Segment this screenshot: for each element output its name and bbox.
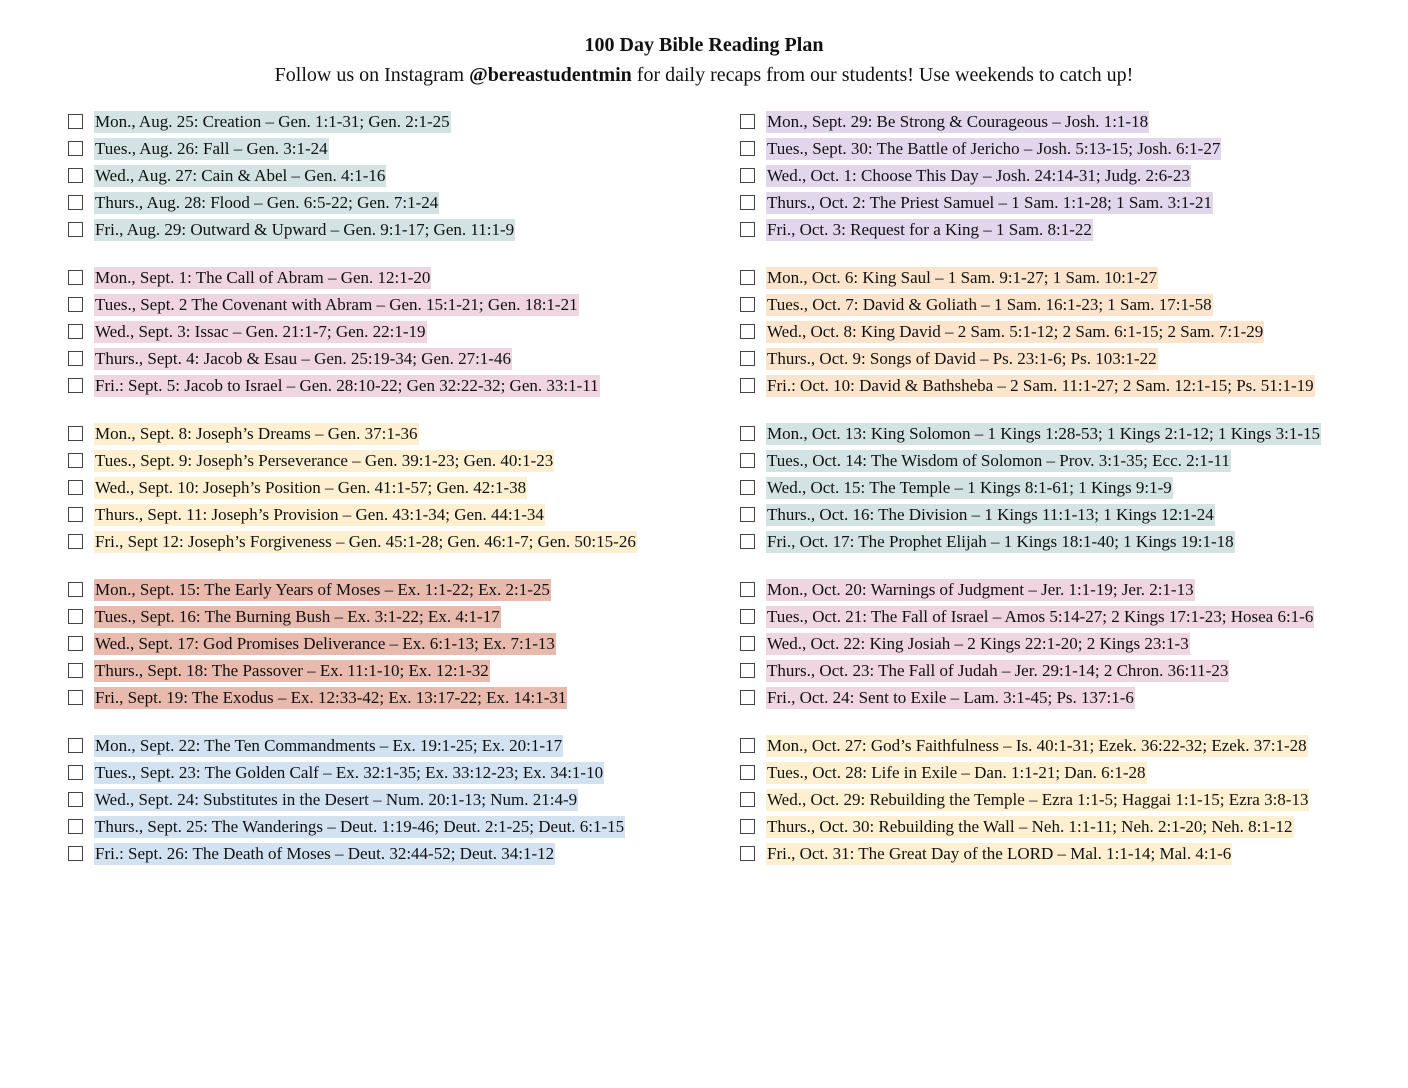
reading-day-label: Tues., Oct. 21: The Fall of Israel – Amos 5:14-27; 2 Kings 17:1-23; Hosea 6:1-6 [767, 607, 1314, 626]
reading-day-label: Wed., Sept. 3: Issac – Gen. 21:1-7; Gen. 22:1-19 [95, 322, 426, 341]
reading-day-label: Thurs., Oct. 2: The Priest Samuel – 1 Sam. 1:1-28; 1 Sam. 3:1-21 [767, 193, 1212, 212]
reading-day-text [94, 788, 578, 812]
reading-day-text [94, 686, 567, 710]
reading-day-item [736, 605, 1386, 629]
reading-day-label: Mon., Aug. 25: Creation – Gen. 1:1-31; Gen. 2:1-25 [95, 112, 450, 131]
checkbox-icon[interactable] [740, 609, 755, 624]
reading-day-label: Mon., Oct. 27: God’s Faithfulness – Is. 40:1-31; Ezek. 36:22-32; Ezek. 37:1-28 [767, 736, 1307, 755]
reading-day-text [766, 110, 1149, 134]
checkbox-icon[interactable] [68, 453, 83, 468]
reading-day-text [766, 578, 1195, 602]
reading-day-label: Wed., Sept. 17: God Promises Deliverance – Ex. 6:1-13; Ex. 7:1-13 [95, 634, 555, 653]
reading-day-item [736, 788, 1386, 812]
reading-day-item [736, 578, 1386, 602]
checkbox-icon[interactable] [68, 663, 83, 678]
reading-day-text [94, 293, 579, 317]
reading-week-group [736, 110, 1386, 242]
checkbox-icon[interactable] [68, 141, 83, 156]
reading-day-text [766, 266, 1158, 290]
reading-week-group [64, 734, 704, 866]
reading-day-text [766, 320, 1264, 344]
reading-day-item [736, 815, 1386, 839]
reading-day-item [736, 218, 1386, 242]
reading-day-item [64, 842, 704, 866]
reading-day-text [766, 191, 1213, 215]
checkbox-icon[interactable] [68, 792, 83, 807]
reading-day-label: Thurs., Oct. 23: The Fall of Judah – Jer. 29:1-14; 2 Chron. 36:11-23 [767, 661, 1229, 680]
reading-day-text [94, 266, 431, 290]
checkbox-icon[interactable] [740, 351, 755, 366]
checkbox-icon[interactable] [68, 609, 83, 624]
reading-day-label: Mon., Sept. 29: Be Strong & Courageous – Josh. 1:1-18 [767, 112, 1149, 131]
reading-day-item [64, 293, 704, 317]
reading-day-item [736, 266, 1386, 290]
checkbox-icon[interactable] [740, 378, 755, 393]
reading-day-text [766, 734, 1308, 758]
reading-day-label: Thurs., Oct. 30: Rebuilding the Wall – Neh. 1:1-11; Neh. 2:1-20; Neh. 8:1-12 [767, 817, 1293, 836]
page-header [0, 30, 1408, 90]
reading-day-text [766, 503, 1215, 527]
reading-day-text [766, 422, 1321, 446]
reading-day-label: Fri.: Oct. 10: David & Bathsheba – 2 Sam. 11:1-27; 2 Sam. 12:1-15; Ps. 51:1-19 [767, 376, 1314, 395]
reading-day-text [766, 530, 1235, 554]
reading-day-item [64, 476, 704, 500]
page-subtitle [0, 60, 1408, 90]
reading-day-label: Fri.: Sept. 26: The Death of Moses – Deut. 32:44-52; Deut. 34:1-12 [95, 844, 555, 863]
reading-day-label: Tues., Sept. 2 The Covenant with Abram – Gen. 15:1-21; Gen. 18:1-21 [95, 295, 578, 314]
reading-day-text [94, 137, 329, 161]
reading-day-item [64, 503, 704, 527]
reading-day-label: Thurs., Oct. 9: Songs of David – Ps. 23:1-6; Ps. 103:1-22 [767, 349, 1157, 368]
reading-day-text [94, 320, 427, 344]
reading-day-label: Thurs., Aug. 28: Flood – Gen. 6:5-22; Gen. 7:1-24 [95, 193, 439, 212]
reading-day-item [64, 374, 704, 398]
checkbox-icon[interactable] [68, 690, 83, 705]
reading-day-text [94, 374, 600, 398]
reading-day-item [736, 110, 1386, 134]
reading-day-item [736, 293, 1386, 317]
subtitle-text-before: Follow us on Instagram [274, 64, 470, 86]
reading-day-text [766, 842, 1232, 866]
reading-day-label: Mon., Oct. 6: King Saul – 1 Sam. 9:1-27; 1 Sam. 10:1-27 [767, 268, 1158, 287]
reading-day-label: Mon., Sept. 22: The Ten Commandments – Ex. 19:1-25; Ex. 20:1-17 [95, 736, 563, 755]
reading-day-item [64, 632, 704, 656]
reading-day-item [736, 476, 1386, 500]
reading-day-item [64, 422, 704, 446]
reading-day-text [766, 293, 1213, 317]
reading-day-text [766, 761, 1147, 785]
reading-day-item [736, 761, 1386, 785]
reading-day-label: Wed., Oct. 15: The Temple – 1 Kings 8:1-61; 1 Kings 9:1-9 [767, 478, 1172, 497]
reading-day-text [766, 605, 1314, 629]
checkbox-icon[interactable] [68, 378, 83, 393]
reading-day-item [64, 320, 704, 344]
checkbox-icon[interactable] [740, 534, 755, 549]
reading-day-text [766, 686, 1135, 710]
reading-day-text [766, 347, 1158, 371]
reading-day-item [64, 530, 704, 554]
reading-day-text [766, 632, 1190, 656]
reading-week-group [736, 734, 1386, 866]
reading-day-label: Tues., Sept. 9: Joseph’s Perseverance – Gen. 39:1-23; Gen. 40:1-23 [95, 451, 554, 470]
checkbox-icon[interactable] [68, 534, 83, 549]
checkbox-icon[interactable] [740, 819, 755, 834]
reading-day-label: Wed., Sept. 24: Substitutes in the Desert – Num. 20:1-13; Num. 21:4-9 [95, 790, 578, 809]
reading-day-item [64, 815, 704, 839]
reading-day-item [736, 734, 1386, 758]
reading-day-item [64, 347, 704, 371]
reading-day-item [736, 347, 1386, 371]
reading-day-text [766, 788, 1309, 812]
reading-day-label: Wed., Aug. 27: Cain & Abel – Gen. 4:1-16 [95, 166, 386, 185]
checkbox-icon[interactable] [740, 222, 755, 237]
checkbox-icon[interactable] [68, 507, 83, 522]
subtitle-text-after: for daily recaps from our students! Use weekends to catch up! [631, 64, 1134, 86]
checkbox-icon[interactable] [68, 324, 83, 339]
reading-day-label: Thurs., Oct. 16: The Division – 1 Kings 11:1-13; 1 Kings 12:1-24 [767, 505, 1214, 524]
checkbox-icon[interactable] [68, 480, 83, 495]
reading-day-text [94, 842, 555, 866]
reading-day-text [766, 659, 1229, 683]
reading-week-group [64, 422, 704, 554]
reading-day-item [64, 191, 704, 215]
reading-day-label: Fri., Oct. 3: Request for a King – 1 Sam. 8:1-22 [767, 220, 1092, 239]
reading-day-label: Tues., Oct. 14: The Wisdom of Solomon – Prov. 3:1-35; Ecc. 2:1-11 [767, 451, 1230, 470]
reading-day-label: Fri., Aug. 29: Outward & Upward – Gen. 9:1-17; Gen. 11:1-9 [95, 220, 515, 239]
reading-day-item [64, 578, 704, 602]
reading-day-text [94, 110, 451, 134]
reading-day-item [64, 788, 704, 812]
reading-week-group [736, 578, 1386, 710]
reading-day-label: Thurs., Sept. 4: Jacob & Esau – Gen. 25:19-34; Gen. 27:1-46 [95, 349, 511, 368]
checkbox-icon[interactable] [68, 222, 83, 237]
reading-day-text [766, 137, 1221, 161]
reading-day-label: Fri., Oct. 17: The Prophet Elijah – 1 Kings 18:1-40; 1 Kings 19:1-18 [767, 532, 1234, 551]
reading-day-text [94, 476, 527, 500]
reading-day-item [736, 422, 1386, 446]
checkbox-icon[interactable] [68, 582, 83, 597]
reading-day-item [736, 191, 1386, 215]
reading-day-text [94, 164, 386, 188]
reading-day-label: Tues., Sept. 23: The Golden Calf – Ex. 32:1-35; Ex. 33:12-23; Ex. 34:1-10 [95, 763, 604, 782]
reading-day-text [94, 191, 439, 215]
reading-day-text [94, 578, 551, 602]
checkbox-icon[interactable] [740, 582, 755, 597]
reading-day-text [94, 605, 501, 629]
reading-day-text [766, 164, 1191, 188]
reading-day-label: Mon., Sept. 8: Joseph’s Dreams – Gen. 37:1-36 [95, 424, 418, 443]
checkbox-icon[interactable] [68, 819, 83, 834]
reading-day-item [64, 164, 704, 188]
checkbox-icon[interactable] [740, 846, 755, 861]
reading-day-item [64, 659, 704, 683]
reading-day-label: Tues., Sept. 30: The Battle of Jericho – Josh. 5:13-15; Josh. 6:1-27 [767, 139, 1221, 158]
reading-day-item [736, 686, 1386, 710]
reading-day-label: Mon., Sept. 15: The Early Years of Moses – Ex. 1:1-22; Ex. 2:1-25 [95, 580, 550, 599]
checkbox-icon[interactable] [68, 114, 83, 129]
reading-week-group [736, 422, 1386, 554]
reading-day-item [64, 137, 704, 161]
checkbox-icon[interactable] [740, 114, 755, 129]
reading-day-label: Thurs., Sept. 25: The Wanderings – Deut. 1:19-46; Deut. 2:1-25; Deut. 6:1-15 [95, 817, 625, 836]
checkbox-icon[interactable] [68, 636, 83, 651]
reading-day-item [64, 449, 704, 473]
reading-day-label: Tues., Sept. 16: The Burning Bush – Ex. 3:1-22; Ex. 4:1-17 [95, 607, 500, 626]
checkbox-icon[interactable] [740, 765, 755, 780]
reading-day-text [94, 761, 604, 785]
reading-day-item [64, 605, 704, 629]
checkbox-icon[interactable] [740, 297, 755, 312]
reading-day-item [64, 218, 704, 242]
reading-day-label: Fri., Sept 12: Joseph’s Forgiveness – Gen. 45:1-28; Gen. 46:1-7; Gen. 50:15-26 [95, 532, 636, 551]
reading-day-text [766, 374, 1315, 398]
reading-day-item [736, 374, 1386, 398]
checkbox-icon[interactable] [68, 270, 83, 285]
reading-week-group [64, 110, 704, 242]
reading-week-group [64, 578, 704, 710]
reading-day-label: Fri.: Sept. 5: Jacob to Israel – Gen. 28:10-22; Gen 32:22-32; Gen. 33:1-11 [95, 376, 599, 395]
reading-day-item [736, 530, 1386, 554]
checkbox-icon[interactable] [740, 453, 755, 468]
reading-day-item [736, 659, 1386, 683]
reading-day-label: Wed., Oct. 8: King David – 2 Sam. 5:1-12; 2 Sam. 6:1-15; 2 Sam. 7:1-29 [767, 322, 1264, 341]
reading-day-label: Wed., Oct. 29: Rebuilding the Temple – Ezra 1:1-5; Haggai 1:1-15; Ezra 3:8-13 [767, 790, 1309, 809]
reading-day-label: Tues., Oct. 28: Life in Exile – Dan. 1:1-21; Dan. 6:1-28 [767, 763, 1146, 782]
reading-day-text [94, 503, 545, 527]
checkbox-icon[interactable] [740, 690, 755, 705]
reading-day-label: Tues., Aug. 26: Fall – Gen. 3:1-24 [95, 139, 328, 158]
reading-day-label: Wed., Oct. 1: Choose This Day – Josh. 24:14-31; Judg. 2:6-23 [767, 166, 1190, 185]
reading-day-item [64, 761, 704, 785]
reading-day-item [736, 320, 1386, 344]
checkbox-icon[interactable] [740, 195, 755, 210]
checkbox-icon[interactable] [740, 168, 755, 183]
reading-day-text [766, 218, 1093, 242]
reading-day-text [94, 218, 515, 242]
checkbox-icon[interactable] [740, 792, 755, 807]
reading-day-item [736, 137, 1386, 161]
reading-week-group [64, 266, 704, 398]
checkbox-icon[interactable] [740, 480, 755, 495]
reading-day-item [64, 110, 704, 134]
checkbox-icon[interactable] [740, 507, 755, 522]
reading-day-text [94, 815, 625, 839]
checkbox-icon[interactable] [740, 738, 755, 753]
reading-day-label: Tues., Oct. 7: David & Goliath – 1 Sam. 16:1-23; 1 Sam. 17:1-58 [767, 295, 1212, 314]
reading-day-text [94, 632, 556, 656]
checkbox-icon[interactable] [68, 351, 83, 366]
reading-day-text [94, 422, 419, 446]
reading-day-text [766, 476, 1173, 500]
reading-day-label: Thurs., Sept. 18: The Passover – Ex. 11:1-10; Ex. 12:1-32 [95, 661, 489, 680]
checkbox-icon[interactable] [68, 426, 83, 441]
reading-day-item [736, 164, 1386, 188]
instagram-handle: @bereastudentmin [469, 64, 632, 86]
checkbox-icon[interactable] [68, 168, 83, 183]
checkbox-icon[interactable] [740, 270, 755, 285]
reading-day-item [64, 734, 704, 758]
reading-day-text [94, 347, 512, 371]
right-column [736, 110, 1386, 890]
reading-day-item [736, 632, 1386, 656]
reading-day-text [94, 449, 554, 473]
left-column [64, 110, 704, 890]
reading-day-text [766, 815, 1294, 839]
reading-day-item [736, 449, 1386, 473]
reading-day-label: Mon., Sept. 1: The Call of Abram – Gen. 12:1-20 [95, 268, 431, 287]
reading-day-label: Fri., Oct. 24: Sent to Exile – Lam. 3:1-45; Ps. 137:1-6 [767, 688, 1134, 707]
checkbox-icon[interactable] [68, 738, 83, 753]
checkbox-icon[interactable] [740, 141, 755, 156]
reading-week-group [736, 266, 1386, 398]
checkbox-icon[interactable] [68, 846, 83, 861]
checkbox-icon[interactable] [740, 663, 755, 678]
reading-day-item [64, 686, 704, 710]
checkbox-icon[interactable] [740, 324, 755, 339]
checkbox-icon[interactable] [68, 195, 83, 210]
checkbox-icon[interactable] [68, 297, 83, 312]
reading-day-label: Mon., Oct. 20: Warnings of Judgment – Jer. 1:1-19; Jer. 2:1-13 [767, 580, 1194, 599]
reading-day-text [94, 530, 637, 554]
reading-day-label: Wed., Sept. 10: Joseph’s Position – Gen. 41:1-57; Gen. 42:1-38 [95, 478, 527, 497]
reading-day-text [94, 659, 490, 683]
reading-day-text [94, 734, 563, 758]
checkbox-icon[interactable] [740, 426, 755, 441]
checkbox-icon[interactable] [68, 765, 83, 780]
reading-day-label: Wed., Oct. 22: King Josiah – 2 Kings 22:1-20; 2 Kings 23:1-3 [767, 634, 1189, 653]
reading-day-label: Thurs., Sept. 11: Joseph’s Provision – Gen. 43:1-34; Gen. 44:1-34 [95, 505, 544, 524]
reading-day-label: Fri., Sept. 19: The Exodus – Ex. 12:33-42; Ex. 13:17-22; Ex. 14:1-31 [95, 688, 567, 707]
reading-day-label: Fri., Oct. 31: The Great Day of the LORD – Mal. 1:1-14; Mal. 4:1-6 [767, 844, 1232, 863]
page-title: 100 Day Bible Reading Plan [584, 34, 824, 56]
checkbox-icon[interactable] [740, 636, 755, 651]
reading-day-item [736, 503, 1386, 527]
reading-day-label: Mon., Oct. 13: King Solomon – 1 Kings 1:28-53; 1 Kings 2:1-12; 1 Kings 3:1-15 [767, 424, 1320, 443]
reading-day-item [736, 842, 1386, 866]
reading-day-item [64, 266, 704, 290]
reading-day-text [766, 449, 1231, 473]
